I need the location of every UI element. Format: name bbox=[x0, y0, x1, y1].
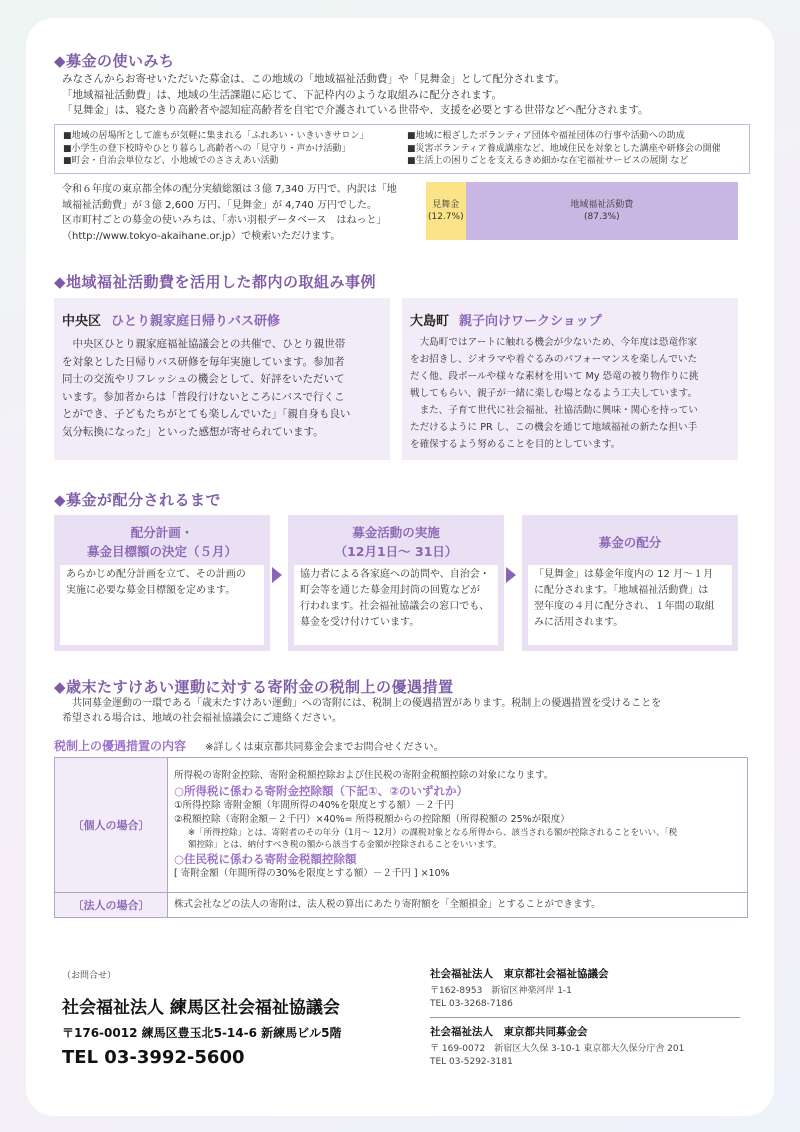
step-title: （12月1日～ 31日） bbox=[334, 544, 458, 559]
tax-note: 額控除」とは、納付すべき税の額から該当する金額が控除されることをいいます。 bbox=[188, 840, 502, 850]
step-line: 翌年度の４月に配分され、１年間の取組 bbox=[534, 601, 715, 612]
case-text-oshima bbox=[410, 334, 736, 453]
step-title: 募金活動の実施 bbox=[352, 525, 440, 540]
case-line: 戦してもらい、親子が一緒に楽しむ場となるよう工夫しています。 bbox=[410, 388, 698, 399]
contact-label: （お問合せ） bbox=[62, 971, 117, 981]
usage-paragraph: みなさんからお寄せいただいた募金は、この地域の「地域福祉活動費」や「見舞金」として配分されます。 bbox=[62, 73, 566, 85]
tax-text: [ 寄附金額（年間所得の30%を限度とする額）－２千円 ] ×10% bbox=[174, 868, 450, 879]
contact-address: 〒176-0012 練馬区豊玉北5-14-6 新練馬ビル5階 bbox=[62, 1026, 342, 1040]
related-org-name: 社会福祉法人 東京都共同募金会 bbox=[430, 1026, 588, 1038]
allocation-segment-chiiki bbox=[466, 182, 738, 240]
chiiki-label: 地域福祉活動費 bbox=[570, 200, 634, 210]
step-line: に配分されます。「地域福祉活動費」は bbox=[534, 585, 709, 596]
related-org bbox=[430, 1024, 740, 1069]
totals-line: 区市町村ごとの募金の使いみちは、「赤い羽根データベース はねっと」 bbox=[62, 215, 387, 226]
case-line: また、子育て世代に社会福祉、社協活動に興味・関心を持ってい bbox=[410, 405, 698, 416]
allocation-bar bbox=[426, 182, 738, 240]
case-line: ただけるように PR し、この機会を通じて地域福祉の新たな担い手 bbox=[410, 422, 698, 433]
activity-item: ■小学生の登下校時やひとり暮らし高齢者への「見守り・声かけ活動」 bbox=[63, 143, 351, 154]
related-org-tel: TEL 03-5292-3181 bbox=[430, 1057, 513, 1067]
step-line: 行われます。社会福祉協議会の窓口でも、 bbox=[300, 601, 490, 612]
tax-intro bbox=[62, 696, 752, 726]
tax-intro-line: 共同募金運動の一環である「歳末たすけあい運動」への寄附には、税制上の優遇措置があります。税制上の優遇措置を受けることを bbox=[62, 698, 662, 709]
process-step-2 bbox=[288, 515, 504, 651]
case-line: をお招きし、ジオラマや着ぐるみのパフォーマンスを楽しんでいた bbox=[410, 354, 698, 365]
activity-item: ■地域の居場所として誰もが気軽に集まれる「ふれあい・いきいきサロン」 bbox=[63, 131, 369, 141]
tax-text: ②税額控除（寄附金額－２千円）×40%= 所得税額からの控除額（所得税額の 25%が限度） bbox=[174, 814, 570, 825]
tax-note: ※「所得控除」とは、寄附者のその年分（1月～ 12月）の課税対象となる所得から、該当される額が控除されることをいい、「税 bbox=[188, 828, 678, 838]
process-step-1 bbox=[54, 515, 270, 651]
process-step-3 bbox=[522, 515, 738, 651]
case-place: 中央区 bbox=[62, 314, 102, 329]
step-description-box bbox=[528, 565, 732, 645]
step-description-box bbox=[294, 565, 498, 645]
footer-contact bbox=[62, 968, 342, 1068]
case-title-chuo bbox=[62, 310, 280, 329]
totals-text bbox=[62, 182, 424, 244]
related-org-address: 〒 169-0072 新宿区大久保 3-10-1 東京都大久保分庁舎 201 bbox=[430, 1044, 685, 1054]
step-description bbox=[60, 565, 264, 601]
step-line: 募金を受け付けています。 bbox=[300, 617, 420, 628]
tax-label-corporate: 〔法人の場合〕 bbox=[55, 893, 168, 918]
tax-subheading-row bbox=[54, 735, 444, 754]
related-org-name: 社会福祉法人 東京都社会福祉協議会 bbox=[430, 968, 609, 980]
step-description bbox=[528, 565, 732, 633]
case-line: を対象とした日帰りバス研修を毎年実施しています。参加者 bbox=[62, 355, 345, 368]
tax-row-individual bbox=[55, 758, 748, 893]
case-name: ひとり親家庭日帰りバス研修 bbox=[111, 314, 281, 329]
case-line: います。参加者からは「普段行けないところにバスで行くこ bbox=[62, 390, 345, 403]
activity-item: ■災害ボランティア養成講座など、地域住民を対象とした講座や研修会の開催 bbox=[407, 143, 721, 154]
totals-line: 域福祉活動費」が３億 2,600 万円、「見舞金」が 4,740 万円でした。 bbox=[62, 199, 377, 211]
activity-item: ■町会・自治会単位など、小地域でのささえあい活動 bbox=[63, 156, 279, 166]
step-line: 「見舞金」は募金年度内の 12 月～１月 bbox=[534, 569, 714, 580]
case-line: 気分転換になった」といった感想が寄せられています。 bbox=[62, 425, 324, 438]
chiiki-percent: (87.3%) bbox=[583, 212, 620, 222]
step-description bbox=[294, 565, 498, 633]
step-line: 協力者による各家庭への訪問や、自治会・ bbox=[300, 569, 490, 580]
section-heading-tax: ◆歳末たすけあい運動に対する寄附金の税制上の優遇措置 bbox=[54, 678, 454, 696]
case-text-chuo bbox=[62, 336, 388, 441]
mimai-percent: (12.7%) bbox=[427, 212, 464, 222]
step-title: 募金の配分 bbox=[598, 535, 662, 550]
contact-org: 社会福祉法人 練馬区社会福祉協議会 bbox=[62, 998, 340, 1018]
usage-paragraph: 「見舞金」は、寝たきり高齢者や認知症高齢者を自宅で介護されている世帯や、支援を必要とする世帯などへ配分されます。 bbox=[62, 104, 649, 116]
allocation-segment-mimai bbox=[426, 182, 466, 240]
section-heading-usage: ◆募金の使いみち bbox=[54, 52, 175, 70]
tax-text: ①所得控除 寄附金額（年間所得の40%を限度とする額）－２千円 bbox=[174, 800, 454, 811]
activity-item: ■地域に根ざしたボランティア団体や福祉団体の行事や活動への助成 bbox=[407, 131, 685, 141]
tax-content-individual bbox=[168, 758, 748, 893]
step-title: 募金目標額の決定（５月） bbox=[86, 544, 237, 559]
step-line: 実施に必要な募金目標額を定めます。 bbox=[66, 585, 236, 596]
section-heading-cases: ◆地域福祉活動費を活用した都内の取組み事例 bbox=[54, 273, 377, 291]
case-box-chuo bbox=[54, 298, 390, 460]
tax-table bbox=[54, 757, 748, 918]
activity-item: ■生活上の困りごとを支えるきめ細かな在宅福祉サービスの展開 など bbox=[407, 156, 689, 166]
case-line: とができ、子どもたちがとても楽しんでいた」「親自身も良い bbox=[62, 408, 351, 420]
process-arrow-icon bbox=[272, 567, 282, 583]
section-heading-process: ◆募金が配分されるまで bbox=[54, 491, 222, 509]
related-org bbox=[430, 966, 740, 1011]
tax-intro-line: 希望される場合は、地域の社会福祉協議会にご連絡ください。 bbox=[62, 713, 342, 724]
case-line: だく他、段ボールや様々な素材を用いて My 恐竜の被り物作りに挑 bbox=[410, 371, 699, 382]
tax-item-title: ○住民税に係わる寄附金税額控除額 bbox=[174, 852, 357, 866]
case-line: 大島町ではアートに触れる機会が少ないため、今年度は恐竜作家 bbox=[410, 337, 698, 348]
case-name: 親子向けワークショップ bbox=[459, 314, 602, 329]
related-org-tel: TEL 03-3268-7186 bbox=[430, 999, 513, 1009]
process-arrow-icon bbox=[506, 567, 516, 583]
activity-list-box bbox=[54, 124, 750, 174]
case-place: 大島町 bbox=[410, 314, 450, 329]
contact-tel: TEL 03-3992-5600 bbox=[62, 1047, 245, 1068]
tax-label-individual: 〔個人の場合〕 bbox=[55, 758, 168, 893]
case-line: 中央区ひとり親家庭福祉協議会との共催で、ひとり親世帯 bbox=[62, 338, 346, 350]
case-line: 同士の交流やリフレッシュの機会として、好評をいただいて bbox=[62, 373, 345, 385]
totals-line: 令和６年度の東京都全体の配分実績総額は３億 7,340 万円で、内訳は「地 bbox=[62, 184, 397, 195]
step-title: 配分計画・ bbox=[130, 525, 194, 540]
usage-intro bbox=[62, 72, 752, 119]
step-line: みに活用されます。 bbox=[534, 617, 624, 628]
case-box-oshima bbox=[402, 298, 738, 460]
footer-related-orgs bbox=[430, 966, 740, 1069]
step-line: 町会等を通じた募金用封筒の回覧などが bbox=[300, 585, 480, 596]
tax-content-corporate: 株式会社などの法人の寄附は、法人税の算出にあたり寄附額を「全額損金」とすることができます。 bbox=[168, 893, 748, 918]
tax-subnote: ※詳しくは東京都共同募金会までお問合せください。 bbox=[205, 742, 444, 753]
mimai-label: 見舞金 bbox=[432, 200, 460, 210]
tax-text: 所得税の寄附金控除、寄附金税額控除および住民税の寄附金税額控除の対象になります。 bbox=[174, 770, 554, 781]
case-line: を確保するよう努めることを目的としています。 bbox=[410, 439, 621, 450]
totals-line: （http://www.tokyo-akaihane.or.jp）で検索いただけます。 bbox=[62, 230, 341, 242]
tax-subheading: 税制上の優遇措置の内容 bbox=[54, 739, 187, 753]
related-org-address: 〒162-8953 新宿区神楽河岸 1-1 bbox=[430, 986, 572, 996]
tax-row-corporate bbox=[55, 893, 748, 918]
case-title-oshima bbox=[410, 310, 602, 329]
tax-item-title: ○所得税に係わる寄附金控除額（下記①、②のいずれか） bbox=[174, 784, 469, 798]
footer-divider bbox=[430, 1017, 740, 1018]
step-line: あらかじめ配分計画を立て、その計画の bbox=[66, 569, 246, 580]
step-description-box bbox=[60, 565, 264, 645]
usage-paragraph: 「地域福祉活動費」は、地域の生活課題に応じて、下記枠内のような取組みに配分されます。 bbox=[62, 88, 502, 101]
